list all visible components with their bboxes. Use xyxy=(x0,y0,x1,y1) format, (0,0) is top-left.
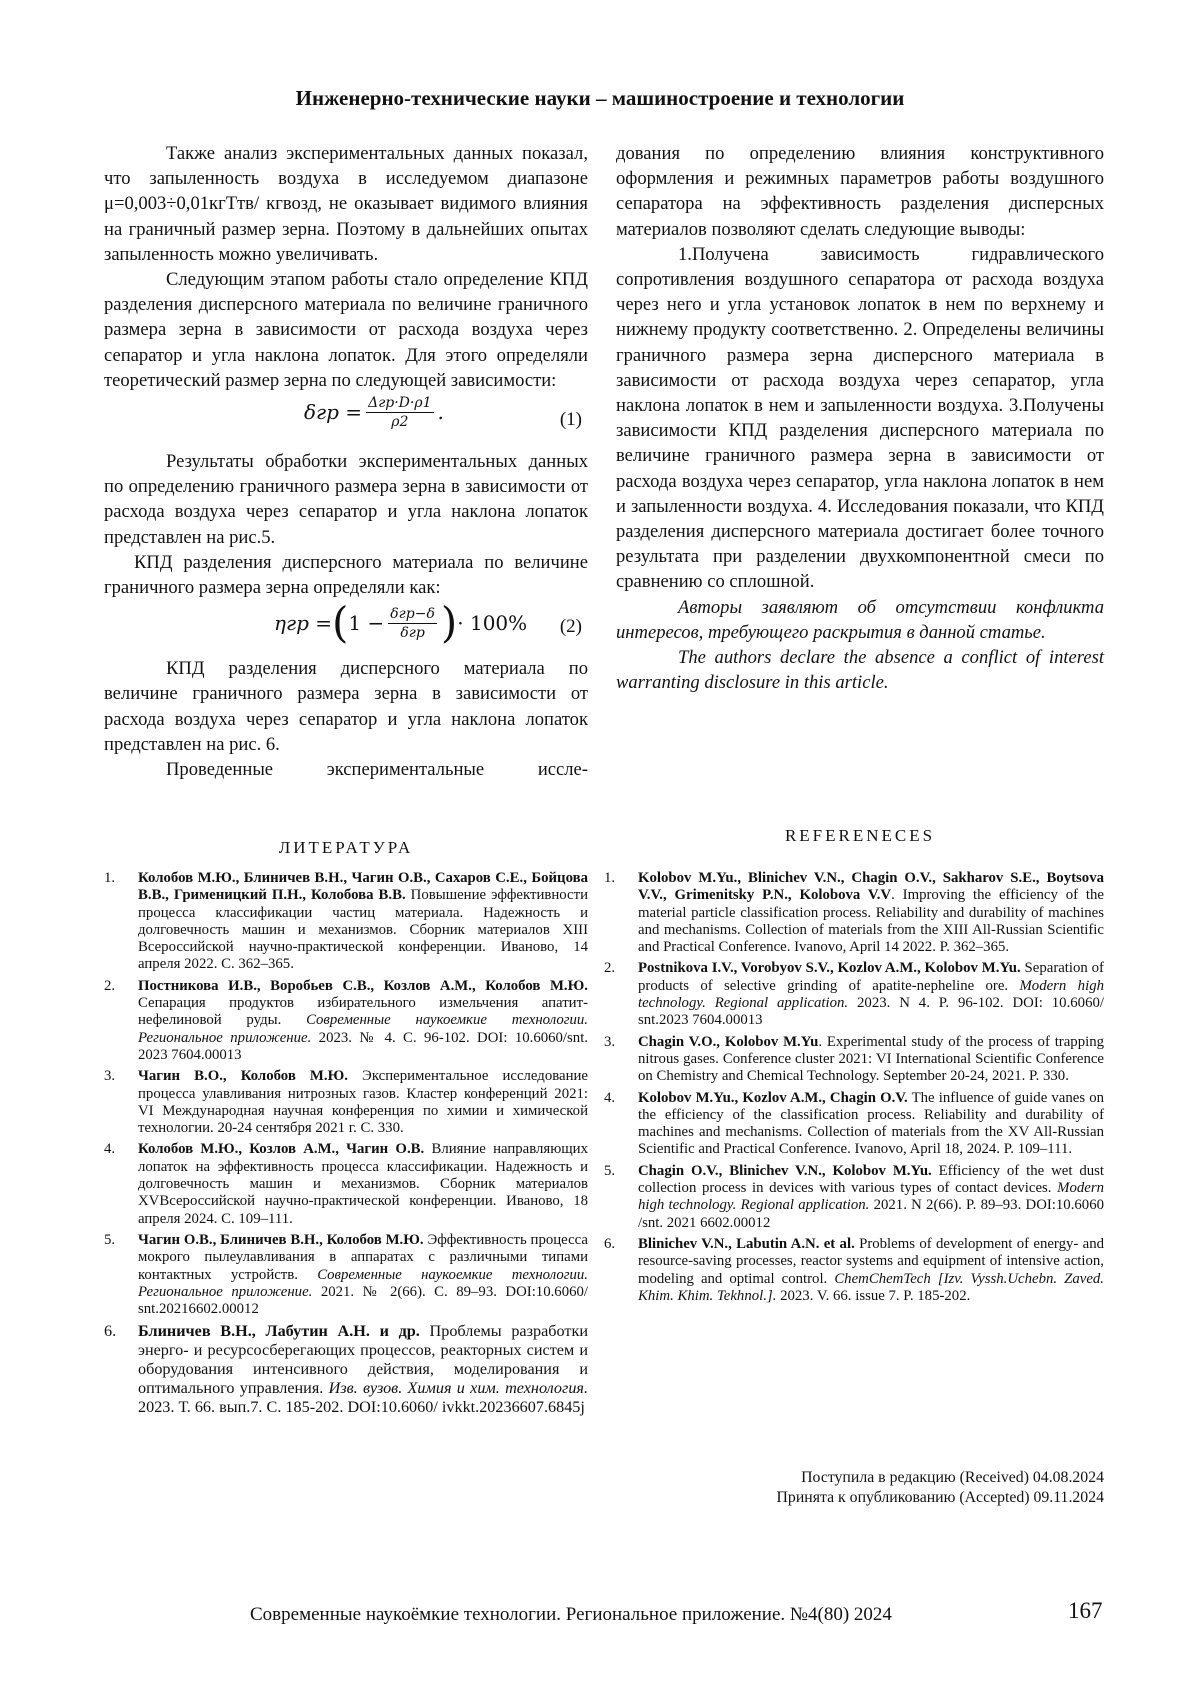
literature-item-authors: Чагин О.В., Блиничев В.Н., Колобов М.Ю. xyxy=(138,1231,424,1248)
literature-item-text xyxy=(138,1068,588,1137)
formula-1-lhs: δгр = xyxy=(304,399,363,424)
references-heading: REFERENECES xyxy=(784,826,936,845)
literature-item-text xyxy=(138,1141,588,1227)
references-item-details: 2023. N 4. P. 96-102. DOI: 10.6060/ snt.2023 7604.00013 xyxy=(638,995,1104,1029)
references-item xyxy=(604,1034,1104,1086)
literature-item-details: 2021. № 2(66). С. 89–93. DOI:10.6060/ snt.20216602.00012 xyxy=(138,1283,589,1318)
paragraph-results-fig6: КПД разделения дисперсного материала по величине граничного размера зерна в зависимости от расхода воздуха через сепаратор и угла наклона лопаток представлен на рис. 6. xyxy=(104,658,588,755)
references-item-number: 4. xyxy=(604,1089,616,1106)
literature-item-text xyxy=(138,870,588,974)
literature-item xyxy=(104,978,588,1064)
references-item-number: 1. xyxy=(604,870,616,886)
formula-2 xyxy=(104,600,588,656)
literature-item-details: 2023. № 4. С. 96-102. DOI: 10.6060/snt. 2023 7604.00013 xyxy=(138,1029,589,1063)
formula-1-tail: . xyxy=(437,399,444,424)
paragraph-conducted-studies: Проведенные экспериментальные иссле- xyxy=(166,759,588,781)
literature-item-journal: Современные наукоемкие технологии. Региональное приложение. xyxy=(138,1266,588,1300)
references-item-authors: Kolobov M.Yu., Kozlov A.M., Chagin O.V. xyxy=(638,1089,908,1106)
paragraph-efficiency-definition: КПД разделения дисперсного материала по величине граничного размера зерна определяли как: xyxy=(104,551,588,599)
literature-item-authors: Постникова И.В., Воробьев С.В., Козлов А.М., Колобов М.Ю. xyxy=(138,977,588,994)
formula-1-denominator: ρ2 xyxy=(391,414,409,431)
references-item-number: 6. xyxy=(604,1235,616,1252)
formula-2-lhs: ηгр = xyxy=(274,610,333,635)
references-item-details: 2021. N 2(66). P. 89–93. DOI:10.6060 /snt. 2021 6602.00012 xyxy=(638,1197,1105,1231)
literature-item-authors: Колобов М.Ю., Блиничев В.Н., Чагин О.В., Сахаров С.Е., Бойцова В.В., Грименицкий П.Н., Колобова В.В. xyxy=(138,870,588,904)
literature-list xyxy=(104,870,588,1421)
references-item-title: . Improving the efficiency of the material particle classification process. Reliability and durability of machines and mechanisms. Collection of materials from the XIII All-Russian Scientific and Practical Conference. Ivanovo, April 14 2022. P. 362–365. xyxy=(638,887,1104,956)
literature-item xyxy=(104,1141,588,1227)
references-item-number: 2. xyxy=(604,960,616,977)
literature-item-number: 5. xyxy=(104,1231,116,1248)
literature-item-title: Сепарация продуктов избирательного измельчения апатит-нефелиновой руды. xyxy=(138,995,588,1029)
literature-item xyxy=(104,1322,588,1417)
formula-1-numerator: Δгр·D·ρ1 xyxy=(368,395,432,412)
literature-item-number: 2. xyxy=(104,977,116,994)
references-item-number: 5. xyxy=(604,1162,616,1179)
references-item-details: 2023. V. 66. issue 7. P. 185-202. xyxy=(776,1287,971,1304)
left-text-column xyxy=(104,141,588,782)
literature-item-number: 1. xyxy=(104,870,116,886)
formula-1-number: (1) xyxy=(559,409,582,431)
references-item-journal: Modern high technology. Regional application. xyxy=(638,977,1104,1012)
references-item xyxy=(604,870,1104,956)
formula-2-number: (2) xyxy=(559,616,582,638)
references-item-text xyxy=(638,1090,1104,1159)
references-item-authors: Postnikova I.V., Vorobyov S.V., Kozlov A.M., Kolobov M.Yu. xyxy=(638,960,1021,977)
literature-item-authors: Колобов М.Ю., Козлов А.М., Чагин О.В. xyxy=(138,1141,425,1158)
page-header-title: Инженерно-технические науки – машиностроение и технологии xyxy=(295,86,905,110)
references-list xyxy=(604,870,1104,1309)
references-item-text xyxy=(638,1034,1104,1086)
literature-item-number: 4. xyxy=(104,1141,116,1158)
paragraph-results-fig5: Результаты обработки экспериментальных данных по определению граничного размера зерна в зависимости от расхода воздуха через сепаратор и угла наклона лопаток представлен на рис.5. xyxy=(104,451,588,548)
references-item-text xyxy=(638,1236,1104,1305)
references-item-authors: Chagin O.V., Blinichev V.N., Kolobov M.Yu. xyxy=(638,1162,932,1179)
literature-item-title: Проблемы разработки энерго- и ресурсосберегающих процессов, реакторных систем и оборудования интенсивного действия, моделирования и оптимального управления. xyxy=(138,1322,589,1398)
references-item-title: Efficiency of the wet dust collection process in devices with various types of contact devices. xyxy=(638,1162,1104,1197)
literature-item-number: 6. xyxy=(104,1322,117,1341)
paragraph-next-stage: Следующим этапом работы стало определение КПД разделения дисперсного материала по величине граничного размера зерна в зависимости от расхода воздуха через сепаратор и угла наклона лопаток. Для этого определяли теоретический размер зерна по следующей зависимости: xyxy=(104,269,588,391)
references-item-text xyxy=(638,1163,1104,1232)
references-item-text xyxy=(638,870,1104,956)
formula-2-fraction xyxy=(388,606,437,641)
references-item xyxy=(604,1163,1104,1232)
references-item-journal: ChemChemTech [Izv. Vyssh.Uchebn. Zaved. Khim. Khim. Tekhnol.]. xyxy=(638,1270,1104,1304)
literature-item-title: Экспериментальное исследование процесса улавливания нитрозных газов. Кластер конференций 2021: VI Международная научная конференция по химии и химической технологии. 20-24 сентября 2021 г. С. 330. xyxy=(138,1068,588,1137)
page-number: 167 xyxy=(1068,1598,1103,1623)
references-item-authors: Kolobov M.Yu., Blinichev V.N., Chagin O.V., Sakharov S.E., Boytsova V.V., Grimenitsky P.N., Kolobova V.V xyxy=(638,870,1104,904)
literature-item-text xyxy=(138,1232,588,1318)
references-item xyxy=(604,1236,1104,1305)
references-item-title: Separation of products of selective grinding of apatite-nepheline ore. xyxy=(638,960,1104,994)
literature-item-title: Эффективность процесса мокрого пылеулавливания в аппаратах с различными типами контактных устройств. xyxy=(138,1231,588,1283)
formula-1 xyxy=(104,393,588,449)
references-item-authors: Chagin V.O., Kolobov M.Yu xyxy=(638,1033,819,1050)
received-date: Поступила в редакцию (Received) 04.08.2024 xyxy=(801,1469,1104,1486)
references-item-authors: Blinichev V.N., Labutin A.N. et al. xyxy=(638,1235,855,1252)
paragraph-continuation: дования по определению влияния конструктивного оформления и режимных параметров работы воздушного сепаратора на эффективность разделения дисперсных материалов позволяют сделать следующие выводы: xyxy=(616,143,1104,240)
formula-2-one-minus: 1 − xyxy=(348,610,385,635)
literature-item-text xyxy=(138,1322,588,1417)
paragraph-dust-content: Также анализ экспериментальных данных показал, что запыленность воздуха в исследуемом диапазоне μ=0,003÷0,01кгТтв/ кгвозд, не оказывает видимого влияния на граничный размер зерна. Поэтому в дальнейших опытах запыленность можно увеличивать. xyxy=(104,143,588,265)
references-item-title: Problems of development of energy- and resource-saving processes, reactor systems and equipment of intensive action, modeling and optimal control. xyxy=(638,1235,1104,1287)
submission-dates xyxy=(616,1468,1104,1508)
formula-2-numerator: δгр−δ xyxy=(390,605,435,622)
formula-2-tail: · 100% xyxy=(457,610,528,635)
formula-2-open-paren: ( xyxy=(332,598,349,648)
accepted-date: Принята к опубликованию (Accepted) 09.11.2024 xyxy=(776,1489,1104,1506)
references-item-number: 3. xyxy=(604,1033,616,1050)
references-item-text xyxy=(638,960,1104,1029)
literature-item-title: Влияние направляющих лопаток на эффективность процесса классификации. Надежность и долговечность машин и механизмов. Сборник материалов XVВсероссийской научно-практической конференции. Иваново, 18 апреля 2024. С. 109–111. xyxy=(138,1141,588,1227)
references-item-title: The influence of guide vanes on the efficiency of the classification process. Reliability and durability of machines and mechanisms. Collection of materials from the XV All-Russian Scientific and Practical Conference. Ivanovo, April 18, 2024. P. 109–111. xyxy=(638,1089,1104,1158)
paragraph-conclusions: 1.Получена зависимость гидравлического сопротивления воздушного сепаратора от расхода воздуха через него и угла установок лопаток в нем по верхнему и нижнему продукту соответственно. 2. Определены величины граничного размера зерна дисперсного материала в зависимости от расхода воздуха через сепаратор, угла наклона лопаток в нем и запыленности воздуха. 3.Получены зависимости КПД разделения дисперсного материала по величине граничного размера зерна в зависимости от расхода воздуха через сепаратор, угла наклона лопаток в нем и запыленности воздуха. 4. Исследования показали, что КПД разделения дисперсного материала достигает более точного результата при разделении двухкомпонентной смеси по сравнению со сплошной. xyxy=(616,243,1104,593)
references-item xyxy=(604,1090,1104,1159)
literature-item xyxy=(104,1232,588,1318)
literature-item-authors: Чагин В.О., Колобов М.Ю. xyxy=(138,1068,348,1085)
literature-item-number: 3. xyxy=(104,1068,116,1085)
conflict-statement-ru: Авторы заявляют об отсутствии конфликта интересов, требующего раскрытия в данной статье. xyxy=(616,596,1104,643)
references-item-title: . Experimental study of the process of trapping nitrous gases. Conference cluster 2021: VI International Scientific Conference on Chemistry and Chemical Technology. September 20-24, 2021. P. 330. xyxy=(638,1033,1105,1085)
literature-item xyxy=(104,1068,588,1137)
literature-item xyxy=(104,870,588,974)
formula-1-fraction xyxy=(366,395,433,430)
formula-2-close-paren: ) xyxy=(440,598,458,648)
literature-item-details: 2023. Т. 66. вып.7. С. 185-202. DOI:10.6060/ ivkkt.20236607.6845j xyxy=(138,1398,585,1417)
right-text-column xyxy=(616,141,1104,695)
literature-item-journal: Современные наукоемкие технологии. Региональное приложение. xyxy=(138,1012,588,1046)
formula-2-denominator: δгр xyxy=(400,624,425,641)
references-item-journal: Modern high technology. Regional application. xyxy=(638,1180,1104,1214)
footer-journal-title: Современные наукоёмкие технологии. Региональное приложение. №4(80) 2024 xyxy=(250,1604,892,1625)
literature-heading: ЛИТЕРАТУРА xyxy=(278,838,414,857)
literature-item-text xyxy=(138,978,588,1064)
literature-item-authors: Блиничев В.Н., Лабутин А.Н. и др. xyxy=(138,1322,420,1341)
literature-item-journal: Изв. вузов. Химия и хим. технология. xyxy=(328,1379,588,1398)
literature-item-title: Повышение эффективности процесса классификации частиц материала. Надежность и долговечность машин и механизмов. Сборник материалов XIII Всероссийской научно-практической конференции. Иваново, 14 апреля 2022. С. 362–365. xyxy=(138,887,588,973)
references-item xyxy=(604,960,1104,1029)
conflict-statement-en: The authors declare the absence a conflict of interest warranting disclosure in this article. xyxy=(616,647,1104,694)
